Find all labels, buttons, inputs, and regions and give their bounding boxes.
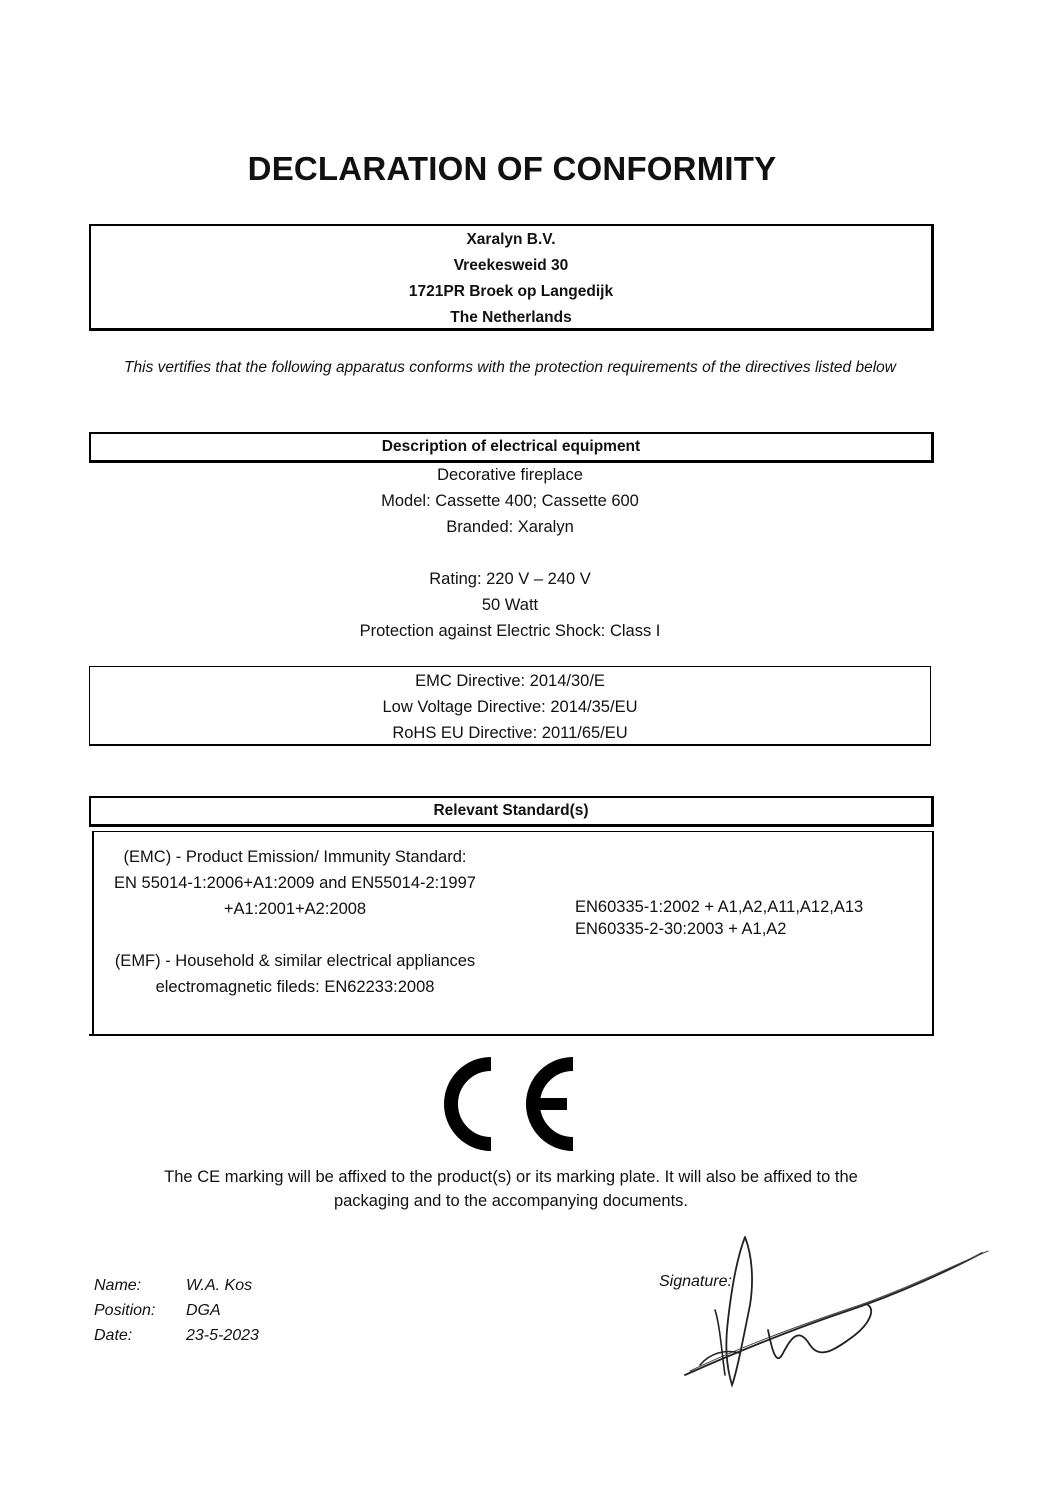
directives-box [89, 666, 931, 746]
company-city: 1721PR Broek op Langedijk [408, 283, 614, 300]
standards-safety [575, 896, 863, 940]
equipment-power: 50 Watt [481, 596, 539, 614]
std-emf-line1: (EMF) - Household & similar electrical appliances [114, 952, 476, 970]
company-street: Vreekesweid 30 [453, 257, 569, 274]
standards-heading: Relevant Standard(s) [89, 796, 934, 827]
signatory-values [186, 1273, 259, 1348]
date-value: 23-5-2023 [186, 1327, 259, 1344]
equipment-brand: Branded: Xaralyn [446, 518, 574, 536]
name-value: W.A. Kos [186, 1277, 253, 1294]
intro-statement: This vertifies that the following apparatus conforms with the protection requirements of the directives listed below [124, 359, 896, 376]
equipment-details [90, 462, 930, 644]
equipment-heading: Description of electrical equipment [89, 432, 934, 463]
signature-label: Signature: [659, 1273, 732, 1290]
std-safety-line2: EN60335-2-30:2003 + A1,A2 [575, 920, 787, 938]
std-emf-line2: electromagnetic fileds: EN62233:2008 [155, 978, 435, 996]
std-emc-line3: +A1:2001+A2:2008 [223, 900, 367, 918]
directive-emc: EMC Directive: 2014/30/E [415, 672, 605, 690]
std-emc-line1: (EMC) - Product Emission/ Immunity Standard: [123, 848, 467, 866]
ce-statement-line1: The CE marking will be affixed to the product(s) or its marking plate. It will also be affixed to the [164, 1168, 858, 1186]
std-emc-line2: EN 55014-1:2006+A1:2009 and EN55014-2:1997 [114, 874, 476, 892]
std-safety-line1: EN60335-1:2002 + A1,A2,A11,A12,A13 [575, 898, 864, 916]
name-label: Name: [94, 1277, 142, 1294]
standards-emc-emf [105, 844, 485, 1000]
ce-statement [100, 1165, 922, 1213]
equipment-protection: Protection against Electric Shock: Class I [359, 622, 661, 640]
directive-lvd: Low Voltage Directive: 2014/35/EU [382, 698, 638, 716]
company-address-box [89, 224, 934, 331]
signatory-labels [94, 1273, 155, 1348]
page-title: DECLARATION OF CONFORMITY [247, 150, 777, 187]
equipment-description: Decorative fireplace [437, 466, 583, 484]
position-value: DGA [186, 1302, 221, 1319]
ce-mark-icon [443, 1056, 583, 1152]
standards-box-bottom-rule [89, 1034, 932, 1036]
company-country: The Netherlands [450, 309, 572, 326]
company-name: Xaralyn B.V. [466, 231, 556, 248]
equipment-rating: Rating: 220 V – 240 V [429, 570, 591, 588]
directive-rohs: RoHS EU Directive: 2011/65/EU [392, 724, 628, 742]
handwritten-signature-icon [670, 1225, 990, 1395]
position-label: Position: [94, 1302, 156, 1319]
equipment-model: Model: Cassette 400; Cassette 600 [381, 492, 639, 510]
date-label: Date: [94, 1327, 133, 1344]
ce-statement-line2: packaging and to the accompanying documents. [333, 1192, 689, 1210]
